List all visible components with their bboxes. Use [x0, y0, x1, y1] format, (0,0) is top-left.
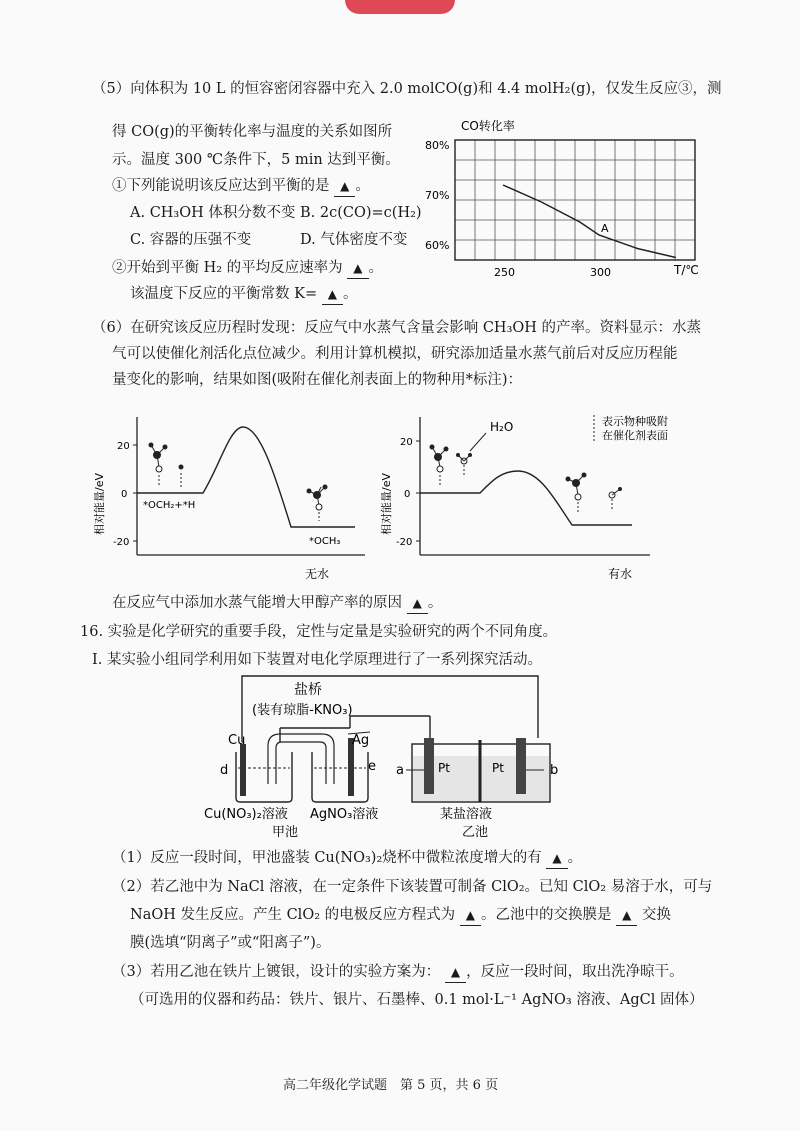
answer-blank[interactable] — [347, 258, 368, 279]
page-footer: 高二年级化学试题 第 5 页，共 6 页 — [283, 1078, 499, 1093]
q16-item1-text: （1）反应一段时间，甲池盛装 Cu(NO₃)₂烧杯中微粒浓度增大的有 — [112, 850, 542, 866]
answer-mark: ▲ — [340, 179, 350, 193]
beaker-ag — [312, 752, 368, 802]
tick-20: 20 — [117, 441, 130, 452]
tick-m20: -20 — [113, 537, 130, 548]
tick-0: 0 — [404, 489, 411, 500]
red-corner-mark — [345, 0, 455, 14]
energy-curve — [420, 471, 632, 525]
q6-line3: 量变化的影响，结果如图(吸附在催化剂表面上的物种用*标注)： — [112, 372, 523, 388]
pt-label-1: Pt — [438, 761, 450, 775]
molecule-icon — [307, 485, 328, 522]
answer-blank[interactable] — [407, 593, 428, 614]
answer-mark: ▲ — [353, 261, 363, 275]
x-tick-label: 300 — [590, 266, 611, 279]
legend-line2: 在催化剂表面 — [602, 429, 668, 442]
y-label: 相对能量/eV — [380, 473, 393, 535]
answer-mark: ▲ — [465, 908, 475, 922]
energy-diagram-no-water — [85, 405, 370, 585]
q5-line3: 示。温度 300 ℃条件下，5 min 达到平衡。 — [112, 152, 400, 168]
molecule-icon — [566, 473, 623, 514]
q16-item2b-mid: 。乙池中的交换膜是 — [480, 907, 612, 923]
sol3-label: 某盐溶液 — [440, 807, 493, 822]
q16-title: 16. 实验是化学研究的重要手段，定性与定量是实验研究的两个不同角度。 — [80, 624, 558, 640]
annotation-label: A — [601, 222, 609, 235]
answer-mark: ▲ — [450, 965, 461, 979]
x-label: 有水 — [608, 567, 633, 581]
co-conversion-chart — [415, 110, 715, 280]
q16-item3b: （可选用的仪器和药品：铁片、银片、石墨棒、0.1 mol·L⁻¹ AgNO₃ 溶液、AgCl 固体） — [130, 992, 704, 1008]
q5-sub1: ①下列能说明该反应达到平衡的是 ▲ 。 — [112, 176, 370, 197]
y-tick-label: 70% — [425, 189, 450, 202]
salt-bridge-label: 盐桥 — [294, 682, 322, 698]
answer-blank[interactable] — [334, 176, 355, 197]
q5-sub3-text: 该温度下反应的平衡常数 K= — [130, 286, 318, 302]
start-label: *OCH₂+*H — [143, 500, 196, 511]
molecule-icon — [149, 443, 184, 488]
cell2-label: 乙池 — [462, 825, 489, 840]
q6-line2: 气可以使催化剂活化点位减少。利用计算机模拟，研究添加适量水蒸气前后对反应历程能 — [112, 346, 678, 362]
sol2-label: AgNO₃溶液 — [310, 807, 379, 822]
q16-item2b — [130, 905, 671, 926]
e-label: e — [368, 759, 376, 774]
series-line — [503, 185, 676, 258]
q5-line2: 得 CO(g)的平衡转化率与温度的关系如图所 — [112, 124, 393, 140]
answer-blank[interactable] — [445, 962, 466, 983]
answer-blank[interactable] — [322, 284, 343, 305]
pt-label-2: Pt — [492, 761, 504, 775]
q5-sub3: 该温度下反应的平衡常数 K= ▲ 。 — [130, 284, 357, 305]
answer-blank[interactable] — [460, 905, 481, 926]
q6-question: 在反应气中添加水蒸气能增大甲醇产率的原因 ▲ 。 — [112, 593, 442, 614]
pt-electrode-a — [424, 738, 434, 794]
q6-line1: （6）在研究该反应历程时发现：反应气中水蒸气含量会影响 CH₃OH 的产率。资料显示：水蒸 — [92, 320, 702, 336]
q16-item3-text: （3）若用乙池在铁片上镀银，设计的实验方案为： — [112, 964, 441, 980]
tick-0: 0 — [121, 489, 128, 500]
b-label: b — [550, 763, 559, 778]
ag-label: Ag — [352, 733, 370, 748]
x-label: 无水 — [305, 567, 330, 581]
legend-line1: 表示物种吸附 — [602, 415, 668, 428]
q16-part1: I. 某实验小组同学利用如下装置对电化学原理进行了一系列探究活动。 — [92, 652, 542, 668]
energy-curve — [137, 427, 355, 527]
q5-sub2-text: ②开始到平衡 H₂ 的平均反应速率为 — [112, 260, 343, 276]
tick-m20: -20 — [396, 537, 413, 548]
salt-bridge-desc: (装有琼脂-KNO₃) — [252, 703, 353, 718]
q16-item3 — [112, 962, 684, 983]
q16-item2b-text: NaOH 发生反应。产生 ClO₂ 的电极反应方程式为 — [130, 907, 456, 923]
q5-optB: B. 2c(CO)=c(H₂) — [300, 205, 422, 221]
answer-mark: ▲ — [552, 851, 562, 865]
a-label: a — [396, 763, 404, 778]
q16-item1: （1）反应一段时间，甲池盛装 Cu(NO₃)₂烧杯中微粒浓度增大的有 ▲ 。 — [112, 848, 582, 869]
chart-grid — [455, 140, 695, 260]
q16-item2c: 膜(选填“阴离子”或“阳离子”)。 — [130, 935, 331, 951]
pointer-line — [470, 433, 486, 451]
d-label: d — [220, 763, 229, 778]
q5-line1: （5）向体积为 10 L 的恒容密闭容器中充入 2.0 molCO(g)和 4.4 molH₂(g)，仅发生反应③，测 — [92, 81, 722, 97]
answer-mark: ▲ — [327, 287, 337, 301]
tick-20: 20 — [400, 437, 413, 448]
energy-diagram-with-water — [380, 405, 700, 585]
q5-sub2: ②开始到平衡 H₂ 的平均反应速率为 ▲ 。 — [112, 258, 383, 279]
q5-sub1-text: ①下列能说明该反应达到平衡的是 — [112, 178, 330, 194]
y-tick-label: 60% — [425, 239, 450, 252]
answer-blank[interactable] — [616, 905, 637, 926]
h2o-label: H₂O — [490, 420, 514, 434]
molecule-icon — [430, 445, 473, 488]
q6-question-text: 在反应气中添加水蒸气能增大甲醇产率的原因 — [112, 595, 402, 611]
cell1-label: 甲池 — [272, 825, 299, 840]
cu-label: Cu — [228, 733, 246, 748]
sol1-label: Cu(NO₃)₂溶液 — [204, 807, 288, 822]
answer-mark: ▲ — [412, 596, 422, 610]
y-label: 相对能量/eV — [93, 473, 106, 535]
q5-optA: A. CH₃OH 体积分数不变 — [130, 205, 296, 221]
electrochemical-apparatus — [200, 672, 580, 842]
cu-electrode — [240, 744, 246, 796]
x-tick-label: 250 — [494, 266, 515, 279]
answer-blank[interactable] — [546, 848, 567, 869]
q16-item2a: （2）若乙池中为 NaCl 溶液，在一定条件下该装置可制备 ClO₂。已知 ClO₂ 易溶于水，可与 — [112, 879, 713, 895]
end-label: *OCH₃ — [309, 536, 341, 547]
pt-electrode-b — [516, 738, 526, 794]
q16-item3-end: ，反应一段时间，取出洗净晾干。 — [466, 964, 684, 980]
y-tick-label: 80% — [425, 139, 450, 152]
q5-optC: C. 容器的压强不变 — [130, 232, 252, 248]
chart-title: CO转化率 — [461, 119, 515, 133]
q16-item2b-end: 交换 — [641, 907, 671, 923]
answer-mark: ▲ — [622, 908, 632, 922]
chart-xlabel: T/℃ — [674, 263, 699, 277]
q5-optD: D. 气体密度不变 — [300, 232, 408, 248]
